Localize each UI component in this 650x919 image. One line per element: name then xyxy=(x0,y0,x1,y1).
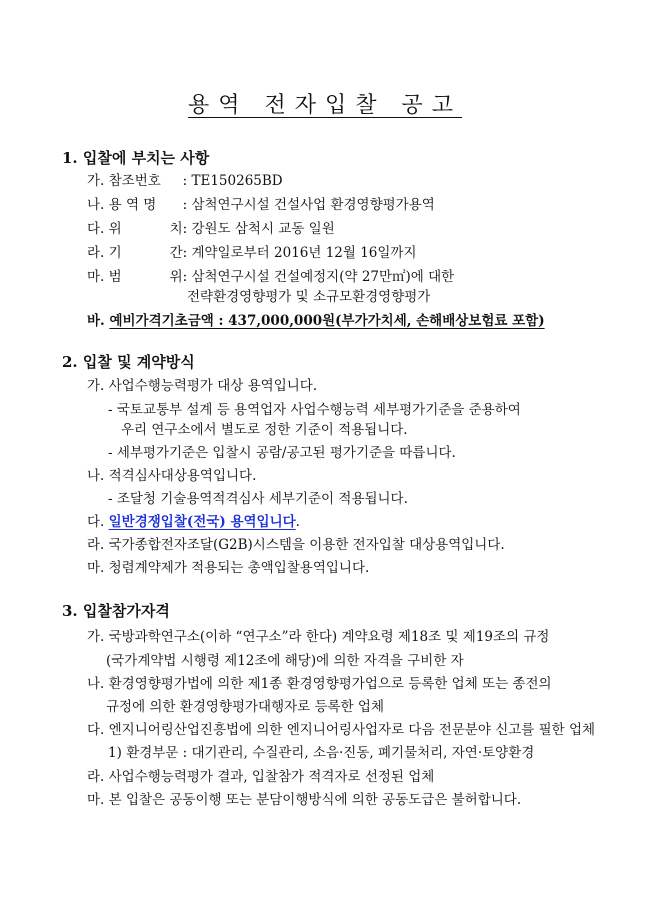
s3-ga-continued: (국가계약법 시행령 제12조에 해당)에 의한 자격을 구비한 자 xyxy=(106,653,464,669)
s2-item-ra: 라. 국가종합전자조달(G2B)시스템을 이용한 전자입찰 대상용역입니다. xyxy=(87,537,505,553)
s2-da-link[interactable]: 일반경쟁입찰(전국) 용역입니다 xyxy=(108,514,296,530)
s1-item-na xyxy=(87,196,435,214)
s1-na-marker: 나. xyxy=(87,197,105,213)
s3-item-ma: 마. 본 입찰은 공동이행 또는 분담이행방식에 의한 공동도급은 불허합니다. xyxy=(87,792,522,808)
s1-item-ba xyxy=(87,312,545,330)
s1-ma-value: : 삼척연구시설 건설예정지(약 27만㎡)에 대한 xyxy=(182,269,455,285)
s1-ma-label-1: 범 xyxy=(108,269,122,285)
s2-ga-sub1: - 국토교통부 설계 등 용역업자 사업수행능력 세부평가기준을 준용하여 xyxy=(108,402,521,418)
s1-ga-label xyxy=(109,172,183,190)
s1-item-ga xyxy=(87,172,283,190)
s1-ra-label-2: 간 xyxy=(169,245,183,261)
s3-item-ra: 라. 사업수행능력평가 결과, 입찰참가 적격자로 선정된 업체 xyxy=(87,769,435,785)
section-3-heading: 3. 입찰참가자격 xyxy=(62,602,170,620)
s3-da-sub1: 1) 환경부문 : 대기관리, 수질관리, 소음·진동, 폐기물처리, 자연·토양환경 xyxy=(108,745,535,761)
s2-na-sub1: - 조달청 기술용역적격심사 세부기준이 적용됩니다. xyxy=(108,491,408,507)
section-2-heading: 2. 입찰 및 계약방식 xyxy=(62,353,195,371)
s1-item-da xyxy=(87,220,335,238)
s1-da-marker: 다. xyxy=(87,221,105,237)
s2-da-end: . xyxy=(295,514,300,530)
s1-ma-marker: 마. xyxy=(87,269,105,285)
s2-item-ga: 가. 사업수행능력평가 대상 용역입니다. xyxy=(87,378,318,394)
s2-item-ma: 마. 청렴계약제가 적용되는 총액입찰용역입니다. xyxy=(87,560,370,576)
s3-item-ga: 가. 국방과학연구소(이하 “연구소”라 한다) 계약요령 제18조 및 제19조의 규정 xyxy=(87,629,550,645)
s1-na-label xyxy=(109,196,183,214)
s2-da-marker: 다. xyxy=(87,514,105,530)
s1-da-value: : 강원도 삼척시 교동 일원 xyxy=(182,221,335,237)
s1-item-ra xyxy=(87,244,417,262)
s1-ga-value: : TE150265BD xyxy=(182,173,283,189)
s1-ma-value-continued: 전략환경영향평가 및 소규모환경영향평가 xyxy=(187,289,431,305)
s1-na-value: : 삼척연구시설 건설사업 환경영향평가용역 xyxy=(182,197,435,213)
s1-ba-value: 예비가격기초금액 : 437,000,000원(부가가치세, 손해배상보험료 포함) xyxy=(109,313,545,329)
section-1-heading: 1. 입찰에 부치는 사항 xyxy=(62,149,210,167)
s2-ga-sub1-continued: 우리 연구소에서 별도로 정한 기준이 적용됩니다. xyxy=(121,422,408,438)
s1-da-label-1: 위 xyxy=(108,221,122,237)
s1-ma-label-2: 위 xyxy=(169,269,183,285)
s1-ra-value: : 계약일로부터 2016년 12월 16일까지 xyxy=(182,245,417,261)
s1-ga-marker: 가. xyxy=(87,173,105,189)
s2-ga-sub2: - 세부평가기준은 입찰시 공람/공고된 평가기준을 따릅니다. xyxy=(108,445,456,461)
s3-item-na: 나. 환경영향평가법에 의한 제1종 환경영향평가업으로 등록한 업체 또는 종전의 xyxy=(87,676,552,692)
s1-ra-label-1: 기 xyxy=(108,245,122,261)
s1-da-label-2: 치 xyxy=(169,221,183,237)
s2-item-na: 나. 적격심사대상용역입니다. xyxy=(87,468,257,484)
document-title: 용역 전자입찰 공고 xyxy=(187,93,462,118)
s1-ba-marker: 바. xyxy=(87,313,105,329)
s1-na-label-text: 용 역 명 xyxy=(108,197,157,213)
s1-da-label xyxy=(109,220,183,238)
s1-ma-label xyxy=(109,268,183,286)
s3-item-da: 다. 엔지니어링산업진흥법에 의한 엔지니어링사업자로 다음 전문분야 신고를 필한 업체 xyxy=(87,722,596,738)
s1-ga-label-text: 참조번호 xyxy=(108,173,161,189)
s1-item-ma xyxy=(87,268,454,286)
s3-na-continued: 규정에 의한 환경영향평가대행자로 등록한 업체 xyxy=(106,699,384,715)
s1-ra-label xyxy=(109,244,183,262)
s1-ra-marker: 라. xyxy=(87,245,105,261)
s2-item-da xyxy=(87,513,300,531)
